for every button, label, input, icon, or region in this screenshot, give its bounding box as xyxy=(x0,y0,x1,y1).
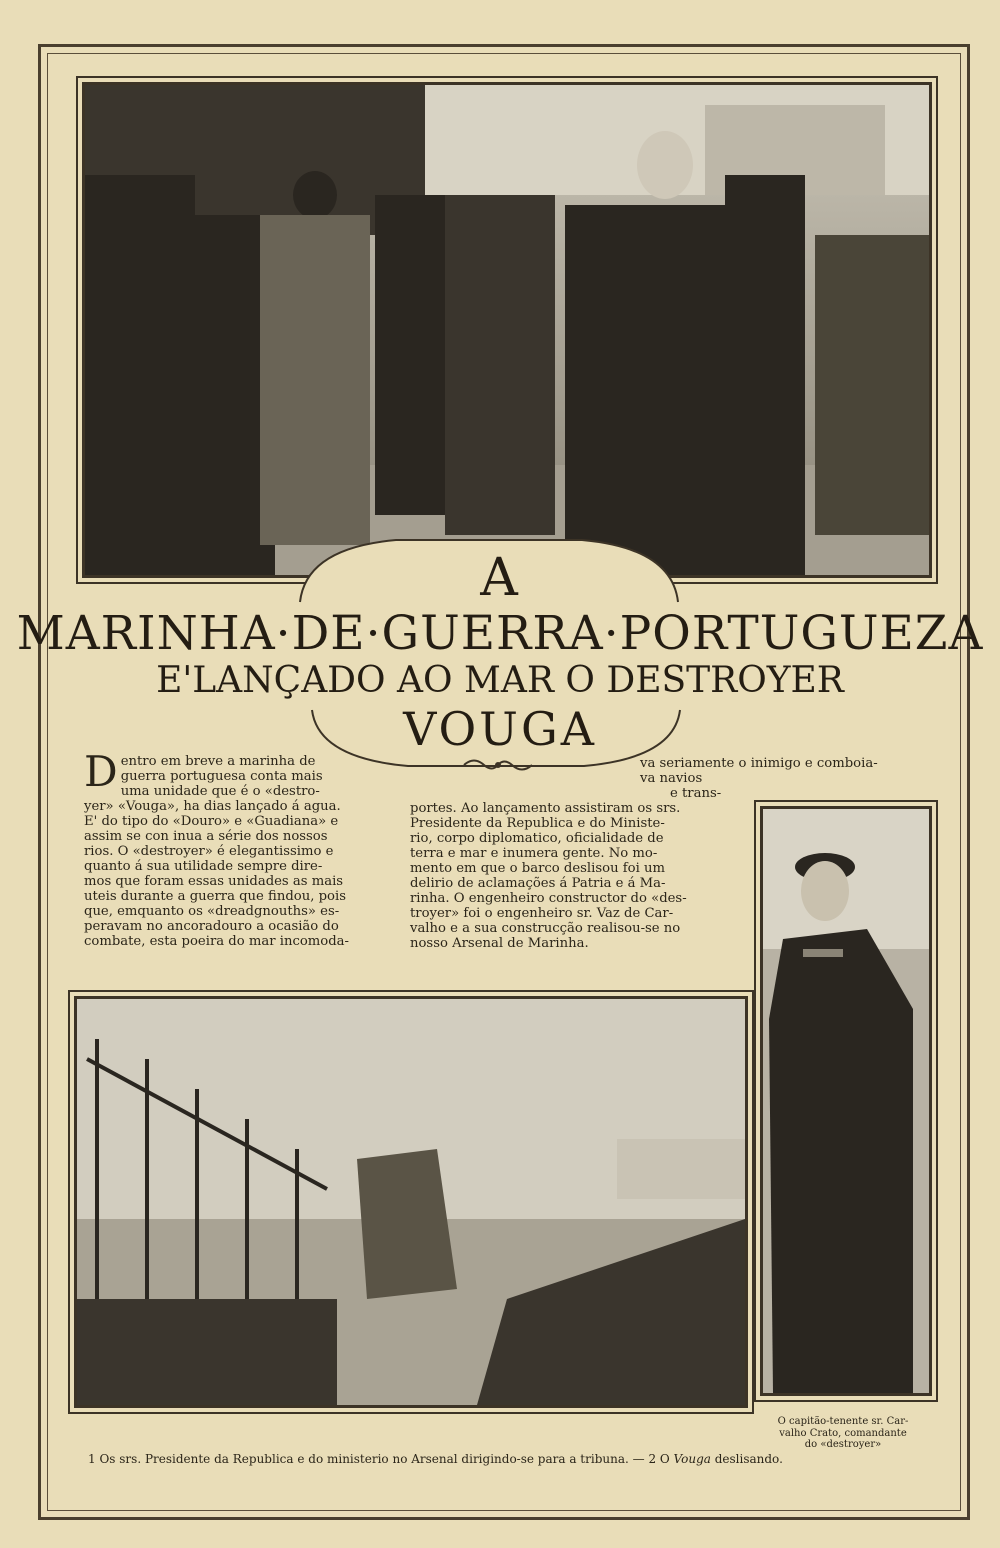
article-line: combate, esta poeira do mar incomoda- xyxy=(84,934,349,949)
article-line: que, emquanto os «dreadgnouths» es- xyxy=(84,904,340,919)
caption-line: do «destroyer» xyxy=(804,1439,882,1450)
photo-captain-portrait xyxy=(760,806,932,1396)
article-line: delirio de aclamações á Patria e á Ma- xyxy=(410,876,666,891)
article-line: va seriamente o inimigo e comboia- xyxy=(640,756,878,771)
photo-president-arsenal xyxy=(82,82,932,578)
dropcap: D xyxy=(84,747,118,796)
headline-letter-a: A xyxy=(480,548,520,608)
article-line: guerra portuguesa conta mais xyxy=(120,769,323,784)
article-line: quanto á sua utilidade sempre dire- xyxy=(84,859,323,874)
caption-text-end: deslisando. xyxy=(710,1452,783,1466)
article-line: valho e a sua construcção realisou-se no xyxy=(410,921,681,936)
article-line: terra e mar e inumera gente. No mo- xyxy=(410,846,658,861)
headline-main: MARINHA·DE·GUERRA·PORTUGUEZA xyxy=(16,606,984,661)
headline-ship-name: VOUGA xyxy=(403,702,597,756)
photo-illustration xyxy=(77,999,745,1405)
article-line: assim se con inua a série dos nossos xyxy=(84,829,328,844)
article-line: entro em breve a marinha de xyxy=(120,754,316,769)
article-line: rio, corpo diplomatico, oficialidade de xyxy=(410,831,664,846)
article-line: va navios xyxy=(640,771,703,786)
article-column-right xyxy=(410,756,878,951)
article-line: mento em que o barco deslisou foi um xyxy=(410,861,665,876)
article-line: yer» «Vouga», ha dias lançado á agua. xyxy=(84,799,341,814)
article-line: E' do tipo do «Douro» e «Guadiana» e xyxy=(84,814,339,829)
caption-text: 1 Os srs. Presidente da Republica e do ministerio no Arsenal dirigindo-se para a tribuna. — 2 O xyxy=(88,1452,674,1466)
article-line: Presidente da Republica e do Ministe- xyxy=(410,816,665,831)
article-line: mos que foram essas unidades as mais xyxy=(84,874,344,889)
article-line: rios. O «destroyer» é elegantissimo e xyxy=(84,844,334,859)
article-line: peravam no ancoradouro a ocasião do xyxy=(84,919,339,934)
photo-illustration xyxy=(763,809,929,1393)
caption-portrait xyxy=(752,1416,934,1451)
headline-subtitle: E'LANÇADO AO MAR O DESTROYER xyxy=(156,660,844,701)
article-line: uma unidade que é o «destro- xyxy=(120,784,320,799)
photo-ship-launch xyxy=(74,996,748,1408)
caption-photos xyxy=(88,1452,908,1466)
article-line: nosso Arsenal de Marinha. xyxy=(410,936,589,951)
photo-illustration xyxy=(85,85,929,575)
article-line: troyer» foi o engenheiro sr. Vaz de Car- xyxy=(410,906,674,921)
caption-line: O capitão-tenente sr. Car- xyxy=(777,1416,909,1427)
caption-ship-name: Vouga xyxy=(673,1452,711,1466)
article-line: rinha. O engenheiro constructor do «des- xyxy=(410,891,687,906)
article-line: uteis durante a guerra que findou, pois xyxy=(84,889,346,904)
article-line: e trans- xyxy=(670,786,722,801)
caption-line: valho Crato, comandante xyxy=(779,1427,907,1439)
article-column-left xyxy=(84,747,402,949)
article-line: portes. Ao lançamento assistiram os srs. xyxy=(410,801,681,816)
